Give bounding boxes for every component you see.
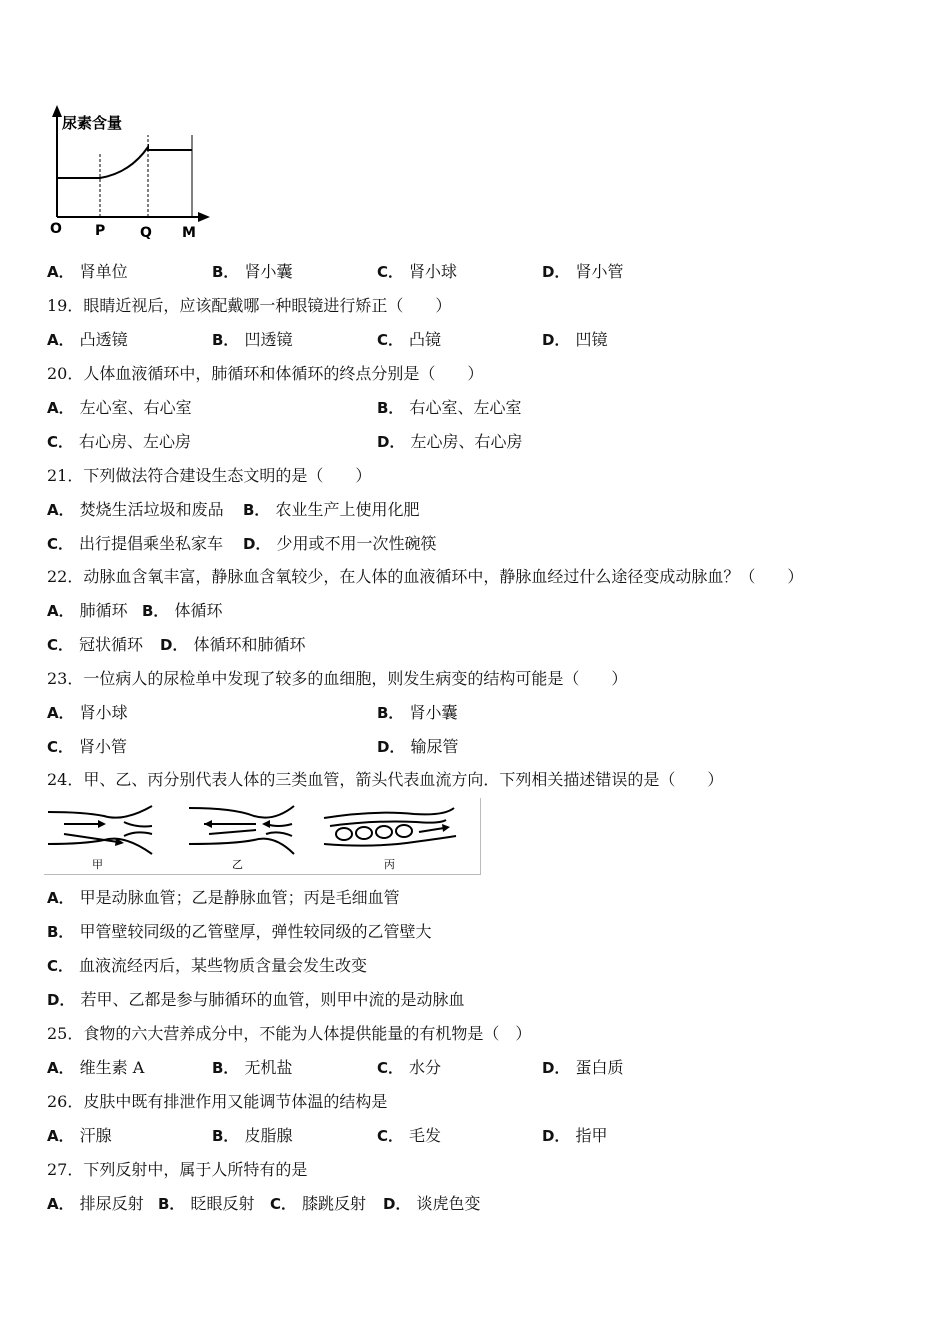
q21-stem: 21．下列做法符合建设生态文明的是（ ）	[47, 466, 372, 485]
q24-option-d: D． 若甲、乙都是参与肺循环的血管，则甲中流的是动脉血	[47, 990, 465, 1009]
q23-option-c: C． 肾小管	[47, 737, 128, 756]
q24-option-a: A． 甲是动脉血管；乙是静脉血管；丙是毛细血管	[47, 888, 400, 907]
arrow-yi-1	[204, 820, 212, 828]
vessel-figure	[44, 798, 481, 875]
q18-option-a: A． 肾单位	[47, 262, 128, 281]
q24-stem: 24．甲、乙、丙分别代表人体的三类血管，箭头代表血流方向．下列相关描述错误的是（ ）	[47, 770, 724, 789]
tick-m: M	[182, 225, 196, 241]
label-yi: 乙	[232, 858, 243, 871]
q20-stem: 20．人体血液循环中，肺循环和体循环的终点分别是（ ）	[47, 364, 484, 383]
q21-option-d: D． 少用或不用一次性碗筷	[243, 534, 437, 553]
q18-option-b: B． 肾小囊	[212, 262, 293, 281]
q26-option-b: B． 皮脂腺	[212, 1126, 293, 1145]
q27-option-a: A． 排尿反射	[47, 1194, 144, 1213]
q23-stem: 23．一位病人的尿检单中发现了较多的血细胞，则发生病变的结构可能是（ ）	[47, 669, 628, 688]
q26-option-a: A． 汗腺	[47, 1126, 112, 1145]
q24-option-c: C． 血液流经丙后，某些物质含量会发生改变	[47, 956, 368, 975]
q27-stem: 27．下列反射中，属于人所特有的是	[47, 1160, 308, 1179]
vessel-yi	[189, 806, 294, 854]
vessel-diagram	[44, 798, 480, 874]
q18-option-d: D． 肾小管	[542, 262, 624, 281]
q22-stem: 22．动脉血含氧丰富，静脉血含氧较少，在人体的血液循环中，静脉血经过什么途径变成动脉血？（ ）	[47, 567, 804, 586]
q19-stem: 19．眼睛近视后，应该配戴哪一种眼镜进行矫正（ ）	[47, 296, 452, 315]
label-jia: 甲	[92, 858, 103, 871]
q23-option-b: B． 肾小囊	[377, 703, 458, 722]
tick-o: O	[50, 221, 62, 237]
q20-option-d: D． 左心房、右心房	[377, 432, 523, 451]
q21-option-a: A． 焚烧生活垃圾和废品	[47, 500, 224, 519]
q19-option-b: B． 凹透镜	[212, 330, 293, 349]
q27-option-d: D． 谈虎色变	[383, 1194, 481, 1213]
q22-option-a: A． 肺循环	[47, 601, 128, 620]
vessel-jia	[48, 806, 152, 854]
arrow-yi-2	[262, 820, 270, 828]
q24-option-b: B． 甲管壁较同级的乙管壁厚，弹性较同级的乙管壁大	[47, 922, 432, 941]
graph-ylabel: 尿素含量	[62, 114, 123, 132]
q20-option-b: B． 右心室、左心室	[377, 398, 522, 417]
y-axis-arrow	[52, 105, 62, 117]
q26-option-c: C． 毛发	[377, 1126, 442, 1145]
arrow-bing	[442, 824, 450, 832]
q22-option-b: B． 体循环	[142, 601, 223, 620]
x-axis-arrow	[198, 212, 210, 222]
q27-option-c: C． 膝跳反射	[270, 1194, 367, 1213]
q25-option-a: A． 维生素 A	[47, 1058, 145, 1077]
q21-option-c: C． 出行提倡乘坐私家车	[47, 534, 224, 553]
q26-option-d: D． 指甲	[542, 1126, 608, 1145]
vessel-bing	[324, 808, 456, 846]
q18-option-c: C． 肾小球	[377, 262, 458, 281]
q19-option-a: A． 凸透镜	[47, 330, 128, 349]
urea-curve	[57, 147, 192, 178]
q20-option-c: C． 右心房、左心房	[47, 432, 192, 451]
tick-q: Q	[140, 225, 152, 241]
q19-option-d: D． 凹镜	[542, 330, 608, 349]
q20-option-a: A． 左心室、右心室	[47, 398, 192, 417]
q27-option-b: B． 眨眼反射	[158, 1194, 255, 1213]
q23-option-a: A． 肾小球	[47, 703, 128, 722]
q25-option-b: B． 无机盐	[212, 1058, 293, 1077]
q21-option-b: B． 农业生产上使用化肥	[243, 500, 420, 519]
q25-stem: 25．食物的六大营养成分中，不能为人体提供能量的有机物是（ ）	[47, 1024, 532, 1043]
label-bing: 丙	[384, 858, 395, 871]
tick-p: P	[95, 223, 106, 239]
q22-option-d: D． 体循环和肺循环	[160, 635, 306, 654]
q22-option-c: C． 冠状循环	[47, 635, 144, 654]
q25-option-c: C． 水分	[377, 1058, 442, 1077]
q25-option-d: D． 蛋白质	[542, 1058, 624, 1077]
urea-graph	[40, 95, 220, 245]
arrow-jia-1	[98, 820, 106, 828]
q19-option-c: C． 凸镜	[377, 330, 442, 349]
q23-option-d: D． 输尿管	[377, 737, 459, 756]
q26-stem: 26．皮肤中既有排泄作用又能调节体温的结构是	[47, 1092, 388, 1111]
